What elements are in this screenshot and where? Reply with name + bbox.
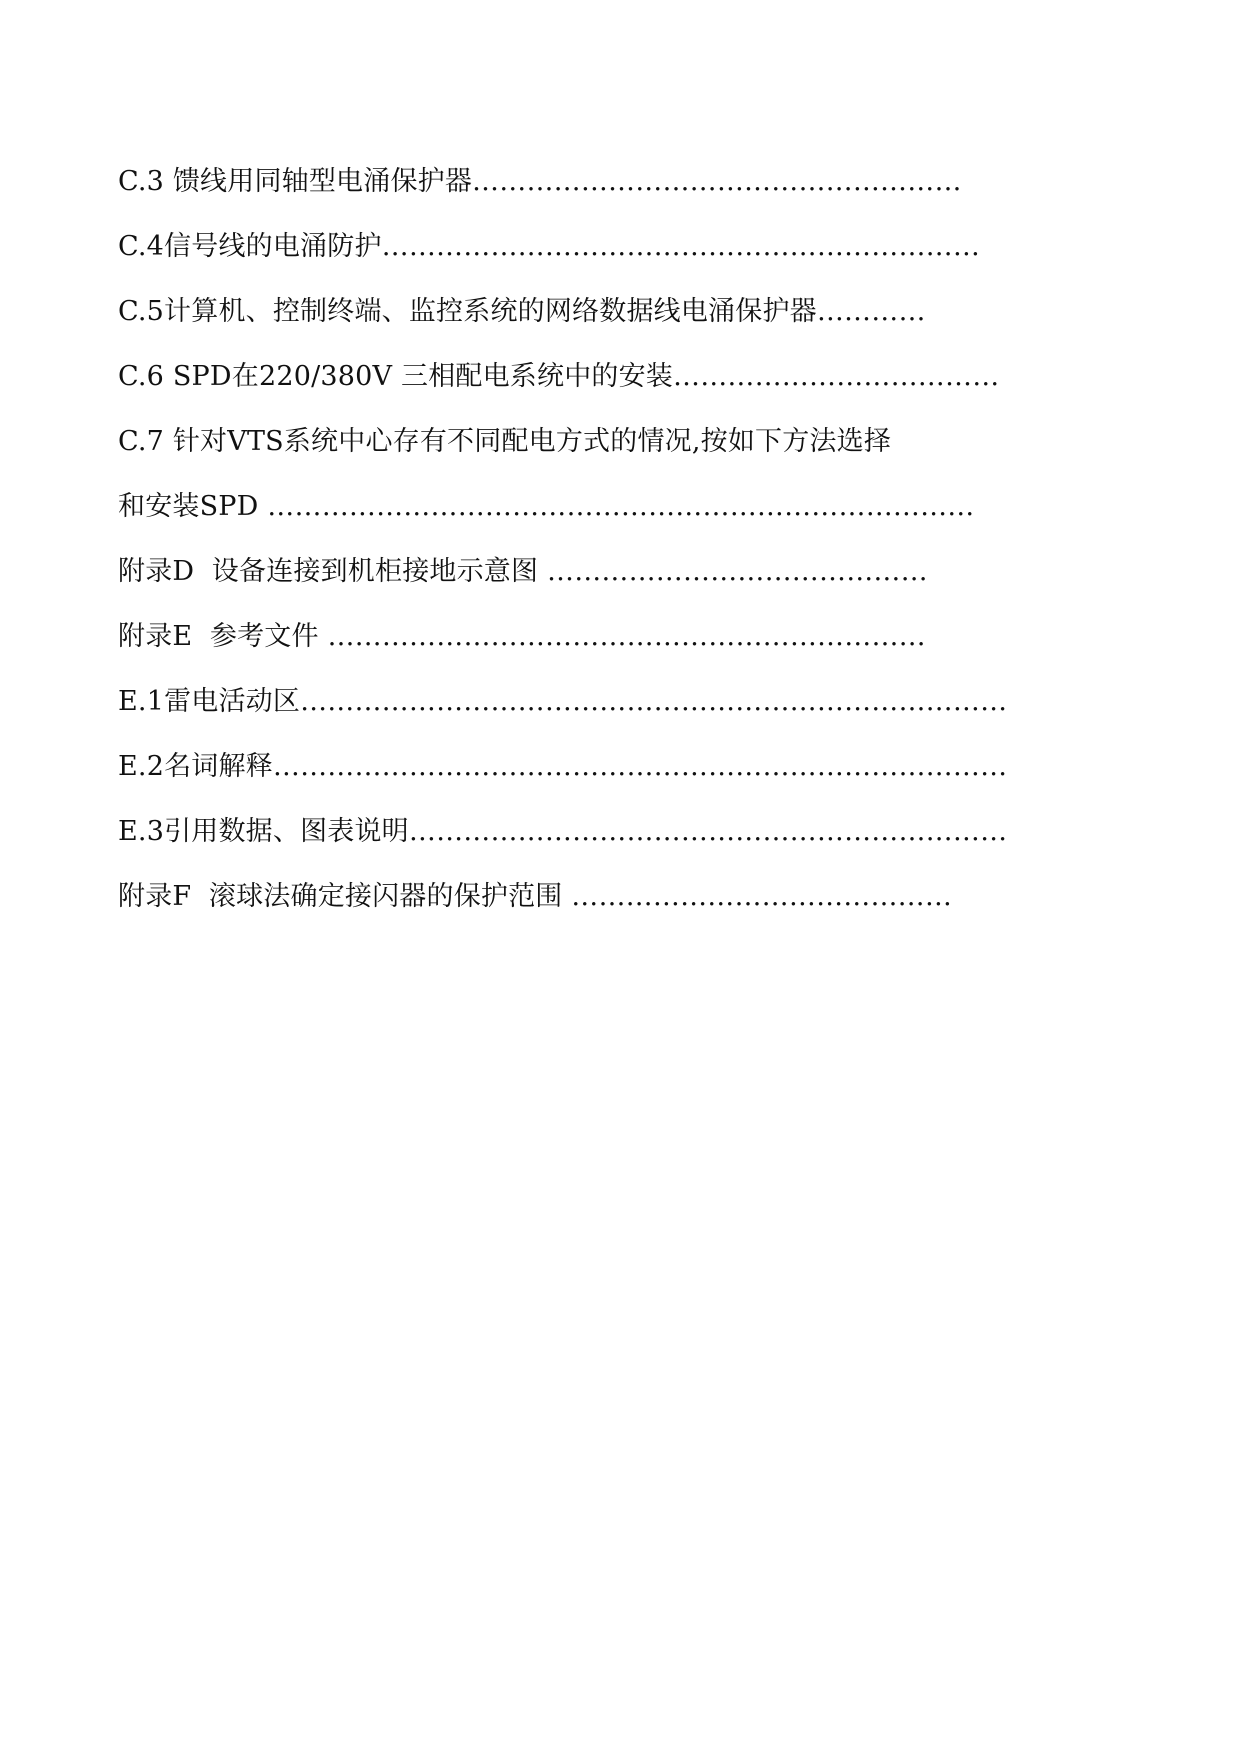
- toc-entry-c7: C.7 针对VTS系统中心存有不同配电方式的情况,按如下方法选择: [118, 426, 892, 457]
- toc-entry-e2: E.2名词解释………………………………………………………………………: [118, 751, 1008, 782]
- toc-entry-c3: C.3 馈线用同轴型电涌保护器………………………………………………: [118, 166, 962, 197]
- toc-entry-c6: C.6 SPD在220/380V 三相配电系统中的安装………………………………: [118, 361, 1000, 392]
- toc-entry-c7-continued: 和安装SPD ……………………………………………………………………: [118, 491, 975, 522]
- toc-entry-appendix-e: 附录E 参考文件 …………………………………………………………: [118, 621, 926, 652]
- toc-entry-c5: C.5计算机、控制终端、监控系统的网络数据线电涌保护器…………: [118, 296, 926, 327]
- toc-entry-e3: E.3引用数据、图表说明…………………………………………………………: [118, 816, 1008, 847]
- toc-entry-appendix-d: 附录D 设备连接到机柜接地示意图 ……………………………………: [118, 556, 928, 587]
- toc-entry-c4: C.4信号线的电涌防护…………………………………………………………: [118, 231, 981, 262]
- toc-entry-appendix-f: 附录F 滚球法确定接闪器的保护范围 ……………………………………: [118, 881, 953, 912]
- toc-entry-e1: E.1雷电活动区……………………………………………………………………: [118, 686, 1008, 717]
